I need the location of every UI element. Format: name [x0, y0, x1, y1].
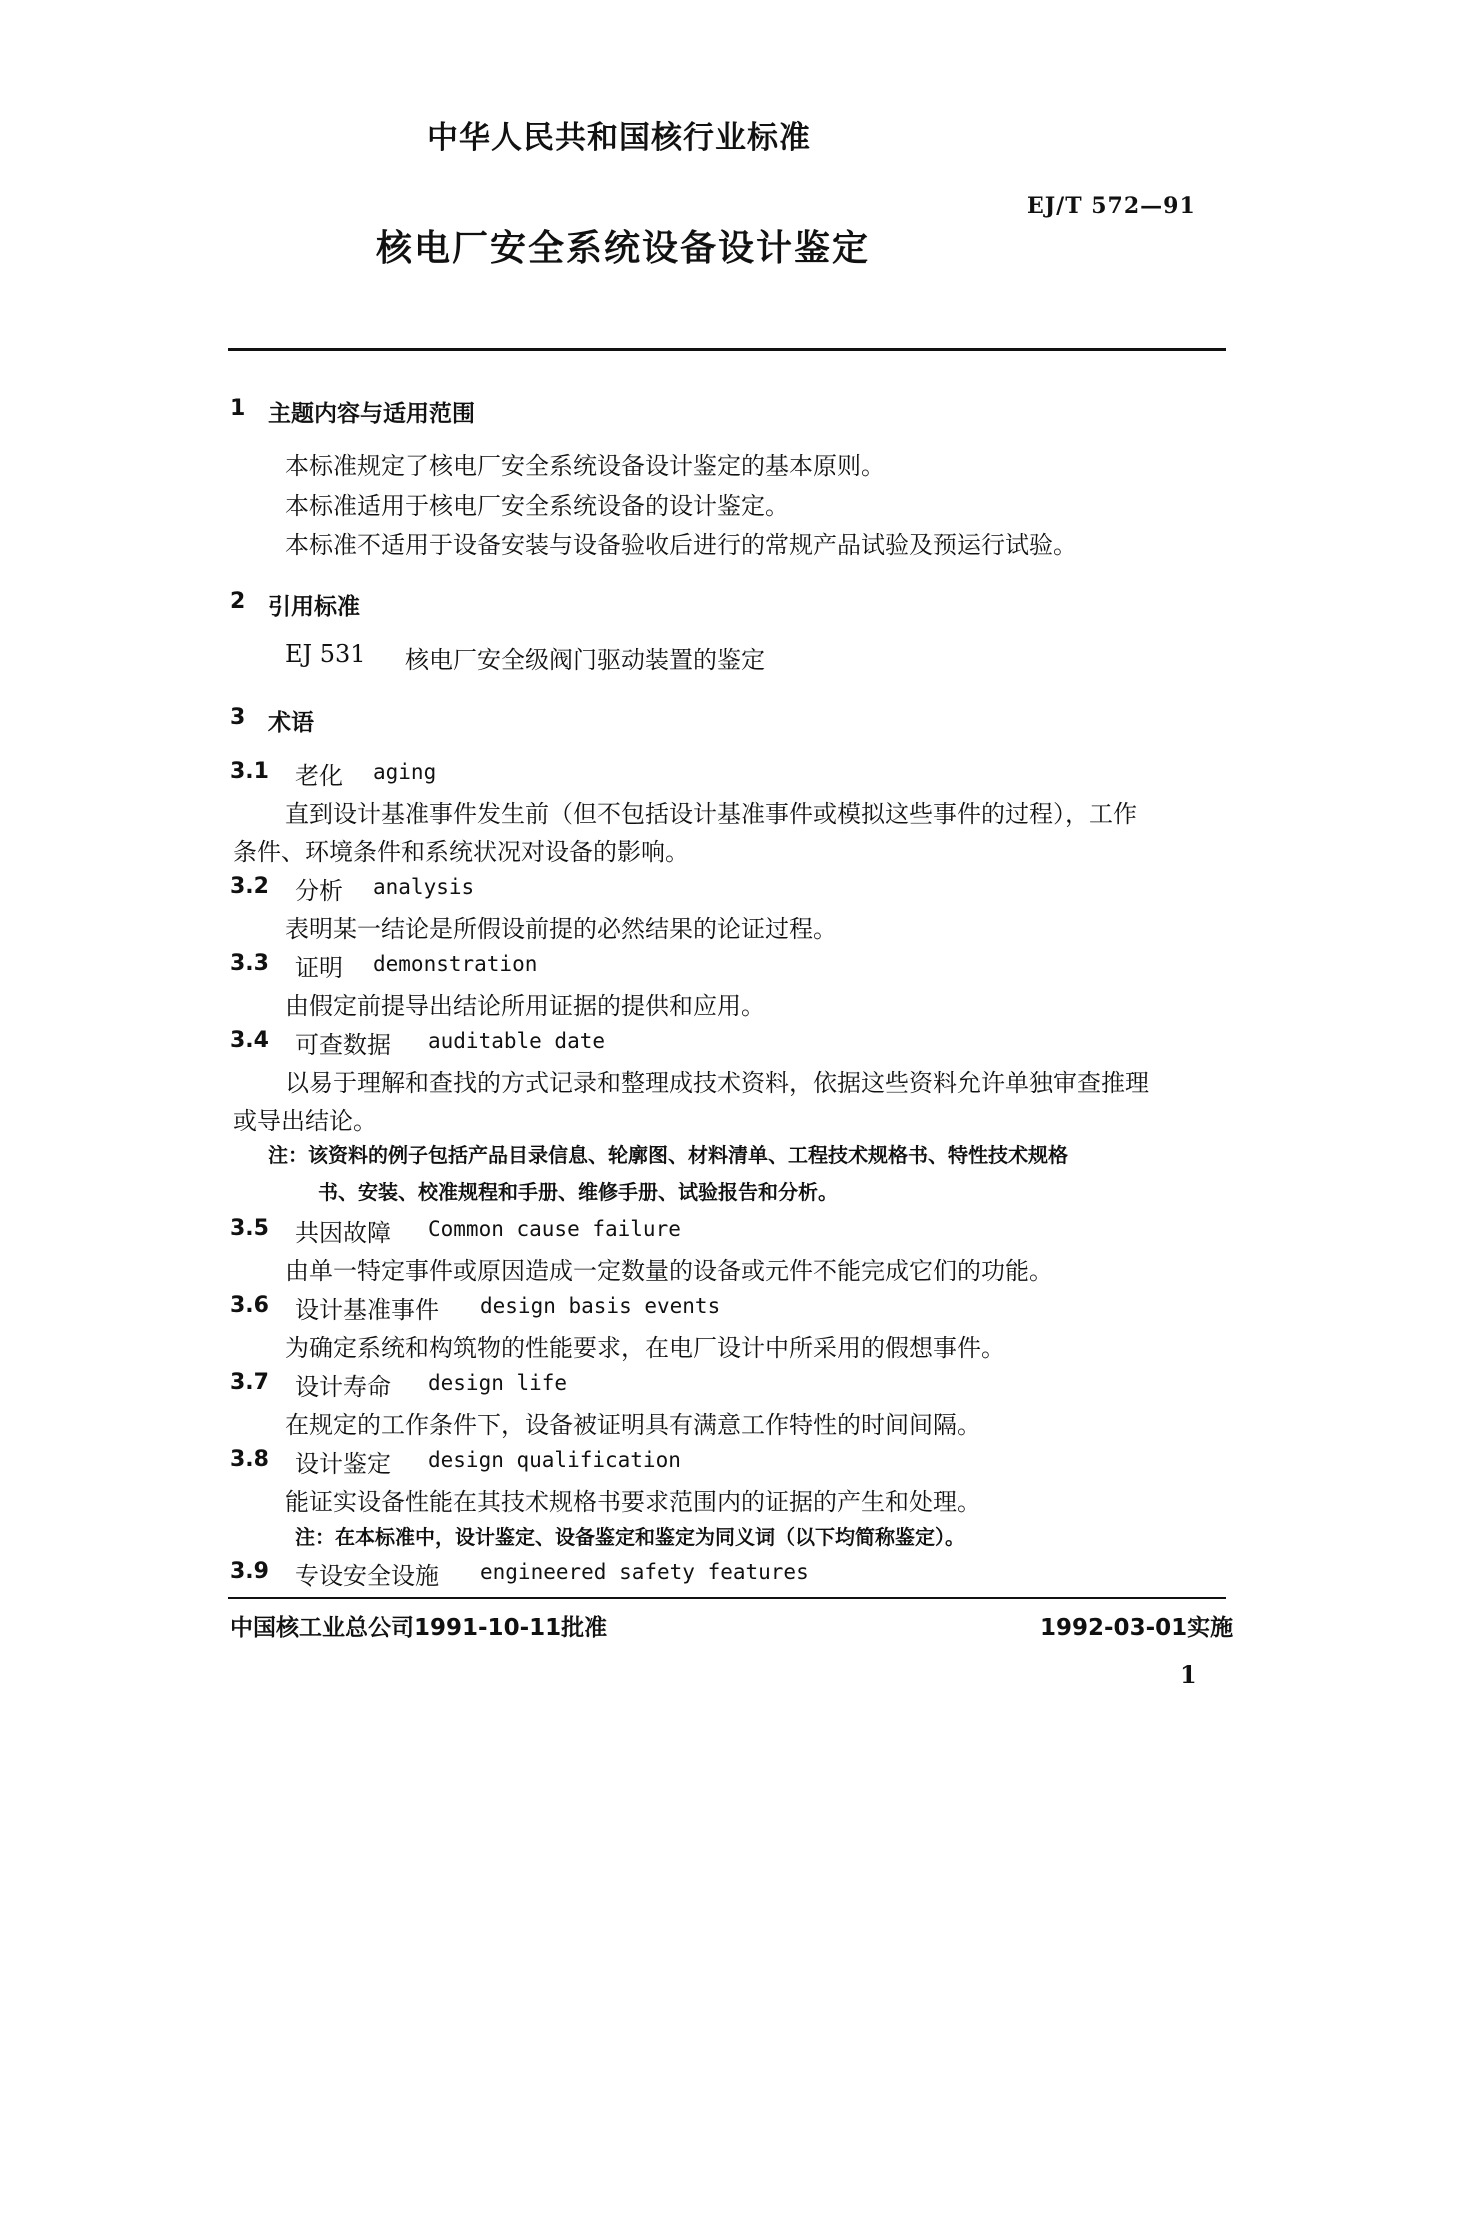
standard-category: 中华人民共和国核行业标准 — [427, 120, 811, 156]
term-note: 注：该资料的例子包括产品目录信息、轮廓图、材料清单、工程技术规格书、特性技术规格 — [268, 1143, 1068, 1167]
term-english: design life — [428, 1371, 568, 1395]
reference-code: EJ 531 — [285, 640, 366, 668]
term-note: 书、安装、校准规程和手册、维修手册、试验报告和分析。 — [318, 1180, 838, 1204]
term-number: 3.2 — [230, 874, 269, 899]
term-definition: 为确定系统和构筑物的性能要求，在电厂设计中所采用的假想事件。 — [285, 1334, 1005, 1362]
term-definition: 以易于理解和查找的方式记录和整理成技术资料，依据这些资料允许单独审查推理 — [285, 1069, 1149, 1097]
term-definition: 表明某一结论是所假设前提的必然结果的论证过程。 — [285, 915, 837, 943]
term-chinese: 设计寿命 — [295, 1373, 391, 1401]
term-english: engineered safety features — [480, 1560, 809, 1584]
term-number: 3.1 — [230, 759, 269, 784]
term-definition: 条件、环境条件和系统状况对设备的影响。 — [233, 838, 689, 866]
section-1-title: 主题内容与适用范围 — [268, 401, 475, 427]
section-1-paragraph: 本标准不适用于设备安装与设备验收后进行的常规产品试验及预运行试验。 — [285, 531, 1077, 559]
term-note: 注：在本标准中，设计鉴定、设备鉴定和鉴定为同义词（以下均简称鉴定）。 — [295, 1525, 965, 1549]
term-chinese: 老化 — [295, 762, 343, 790]
term-number: 3.4 — [230, 1028, 269, 1053]
term-english: Common cause failure — [428, 1217, 681, 1241]
term-chinese: 证明 — [295, 954, 343, 982]
term-definition: 由假定前提导出结论所用证据的提供和应用。 — [285, 992, 765, 1020]
term-number: 3.5 — [230, 1216, 269, 1241]
term-chinese: 可查数据 — [295, 1031, 391, 1059]
term-english: design basis events — [480, 1294, 721, 1318]
term-definition: 或导出结论。 — [233, 1107, 377, 1135]
term-definition: 在规定的工作条件下，设备被证明具有满意工作特性的时间间隔。 — [285, 1411, 981, 1439]
term-chinese: 分析 — [295, 877, 343, 905]
section-3-title: 术语 — [268, 710, 314, 736]
term-definition: 能证实设备性能在其技术规格书要求范围内的证据的产生和处理。 — [285, 1488, 981, 1516]
term-number: 3.9 — [230, 1559, 269, 1584]
term-english: auditable date — [428, 1029, 606, 1053]
term-definition: 直到设计基准事件发生前（但不包括设计基准事件或模拟这些事件的过程），工作 — [285, 800, 1137, 828]
term-english: aging — [373, 760, 437, 784]
section-2-number: 2 — [230, 589, 246, 614]
document-title: 核电厂安全系统设备设计鉴定 — [376, 228, 871, 269]
term-number: 3.3 — [230, 951, 269, 976]
implementation-date: 1992-03-01实施 — [1040, 1615, 1234, 1641]
term-english: demonstration — [373, 952, 538, 976]
page-number: 1 — [1180, 1660, 1197, 1689]
term-number: 3.8 — [230, 1447, 269, 1472]
section-1-paragraph: 本标准规定了核电厂安全系统设备设计鉴定的基本原则。 — [285, 452, 885, 480]
term-chinese: 设计基准事件 — [295, 1296, 439, 1324]
section-3-number: 3 — [230, 705, 246, 730]
term-chinese: 设计鉴定 — [295, 1450, 391, 1478]
term-chinese: 专设安全设施 — [295, 1562, 439, 1590]
reference-title: 核电厂安全级阀门驱动装置的鉴定 — [405, 646, 765, 674]
term-chinese: 共因故障 — [295, 1219, 391, 1247]
term-definition: 由单一特定事件或原因造成一定数量的设备或元件不能完成它们的功能。 — [285, 1257, 1053, 1285]
term-number: 3.6 — [230, 1293, 269, 1318]
section-1-number: 1 — [230, 396, 246, 421]
footer-divider — [228, 1597, 1226, 1599]
term-number: 3.7 — [230, 1370, 269, 1395]
section-2-title: 引用标准 — [268, 594, 360, 620]
term-english: design qualification — [428, 1448, 681, 1472]
term-english: analysis — [373, 875, 475, 899]
standard-code: EJ/T 572—91 — [1027, 193, 1196, 219]
section-1-paragraph: 本标准适用于核电厂安全系统设备的设计鉴定。 — [285, 492, 789, 520]
approval-info: 中国核工业总公司1991-10-11批准 — [230, 1615, 608, 1641]
header-divider — [228, 348, 1226, 351]
